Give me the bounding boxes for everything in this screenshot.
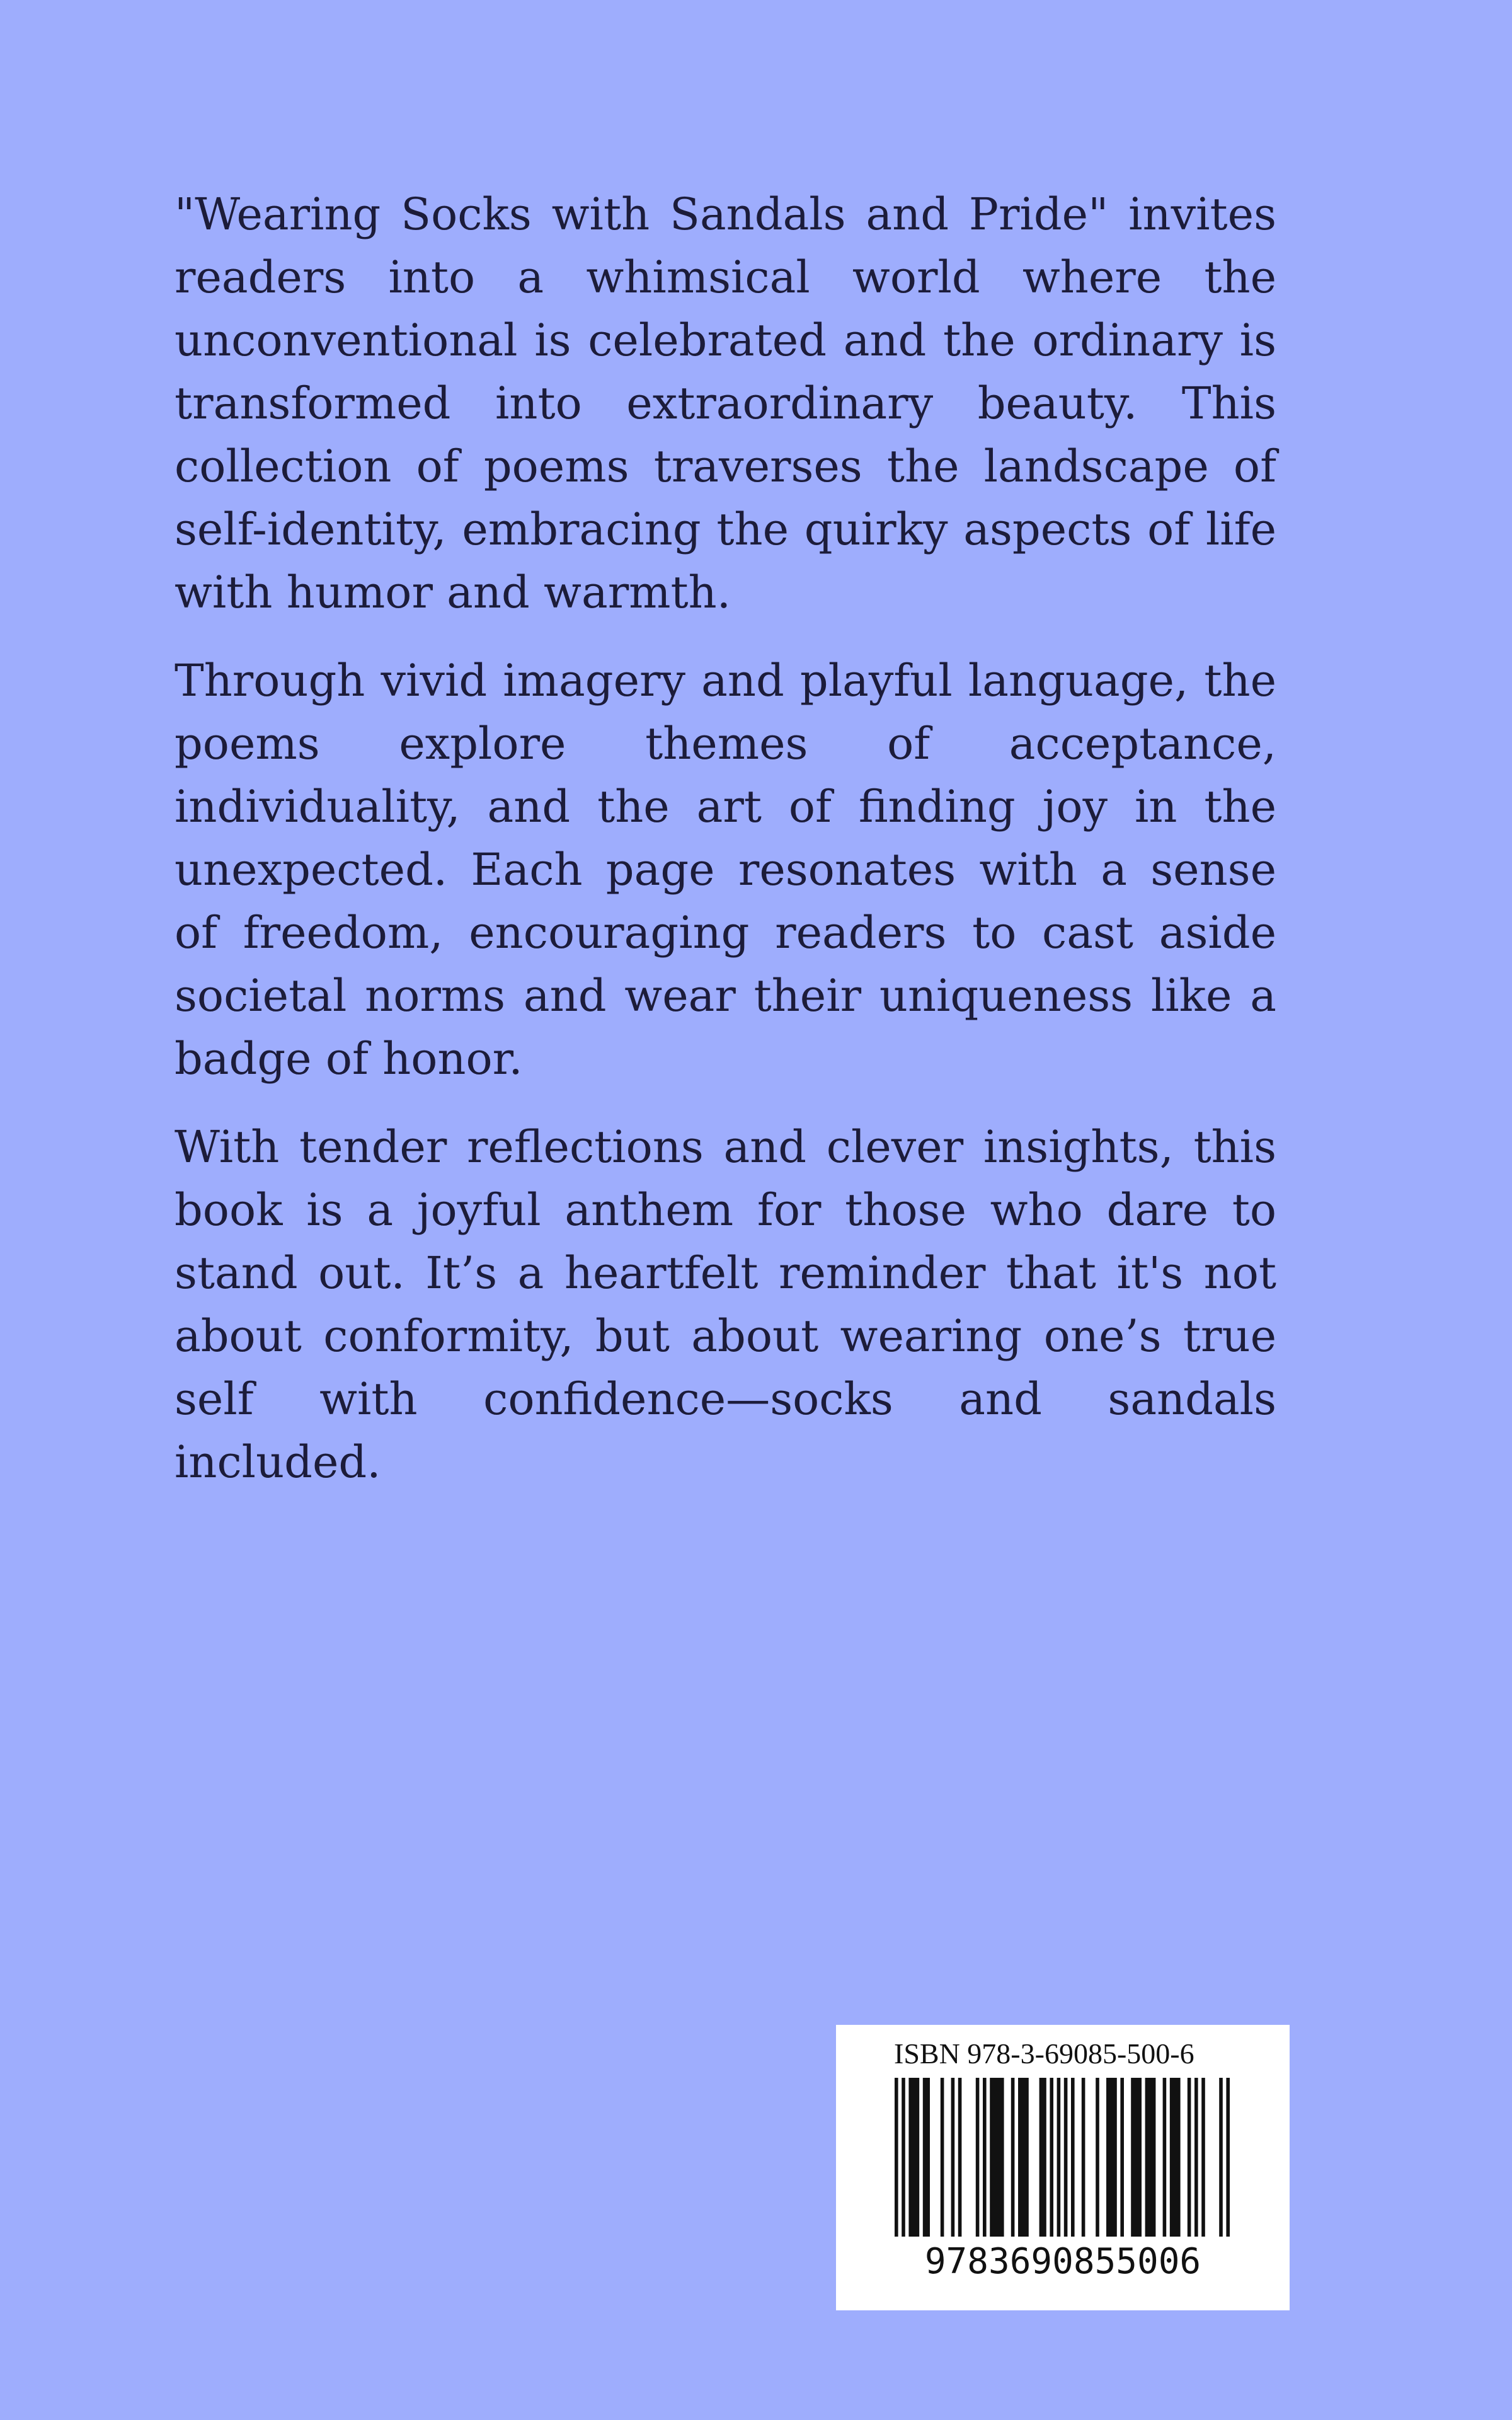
barcode-bar bbox=[923, 2078, 930, 2237]
isbn-label: ISBN 978-3-69085-500-6 bbox=[894, 2037, 1194, 2070]
barcode-bar bbox=[958, 2078, 962, 2237]
barcode-bar bbox=[1188, 2078, 1191, 2237]
barcode-bar bbox=[990, 2078, 1004, 2237]
barcode-bar bbox=[1018, 2078, 1029, 2237]
blurb-paragraph-3: With tender reflections and clever insights, this book is a joyful anthem for those who dare to stand out. It’s a heartfelt reminder that it's not about conformity, but about wearing one’s true self with confidence—socks and sandals included. bbox=[175, 1121, 1276, 1488]
isbn-barcode-panel bbox=[836, 2025, 1290, 2310]
barcode-bar bbox=[1106, 2078, 1117, 2237]
barcode-bar bbox=[1082, 2078, 1085, 2237]
back-cover-blurb bbox=[175, 183, 1276, 1519]
barcode-bar bbox=[902, 2078, 905, 2237]
barcode-bar bbox=[983, 2078, 987, 2237]
barcode-bar bbox=[1057, 2078, 1061, 2237]
barcode-bar bbox=[1071, 2078, 1075, 2237]
barcode-bars bbox=[895, 2078, 1230, 2237]
barcode-bar bbox=[895, 2078, 898, 2237]
barcode-bar bbox=[1040, 2078, 1046, 2237]
barcode-bar bbox=[1163, 2078, 1167, 2237]
barcode-bar bbox=[941, 2078, 944, 2237]
blurb-paragraph-1: "Wearing Socks with Sandals and Pride" invites readers into a whimsical world where the unconventional is celebrated and the ordinary is transformed into extraordinary beauty. This collection of poems traverses the landscape of self-identity, embracing the quirky aspects of life with humor and warmth. bbox=[175, 188, 1276, 618]
barcode-bar bbox=[1096, 2078, 1099, 2237]
barcode-bar bbox=[1131, 2078, 1142, 2237]
barcode-graphic bbox=[895, 2078, 1230, 2237]
barcode-bar bbox=[1226, 2078, 1230, 2237]
barcode-bar bbox=[1011, 2078, 1015, 2237]
barcode-bar bbox=[1201, 2078, 1205, 2237]
barcode-bar bbox=[951, 2078, 955, 2237]
barcode-bar bbox=[1170, 2078, 1181, 2237]
barcode-digits: 9783690855006 bbox=[924, 2241, 1201, 2282]
barcode-bar bbox=[1050, 2078, 1053, 2237]
blurb-paragraph-2: Through vivid imagery and playful language, the poems explore themes of acceptance, individuality, and the art of finding joy in the unexpected. Each page resonates with a sense of freedom, encouraging readers to cast aside societal norms and wear their uniqueness like a badge of honor. bbox=[175, 655, 1276, 1085]
barcode-bar bbox=[1064, 2078, 1068, 2237]
barcode-bar bbox=[976, 2078, 980, 2237]
barcode-bar bbox=[1194, 2078, 1198, 2237]
barcode-bar bbox=[1219, 2078, 1223, 2237]
barcode-bar bbox=[908, 2078, 919, 2237]
barcode-bar bbox=[1145, 2078, 1156, 2237]
barcode-bar bbox=[1120, 2078, 1124, 2237]
